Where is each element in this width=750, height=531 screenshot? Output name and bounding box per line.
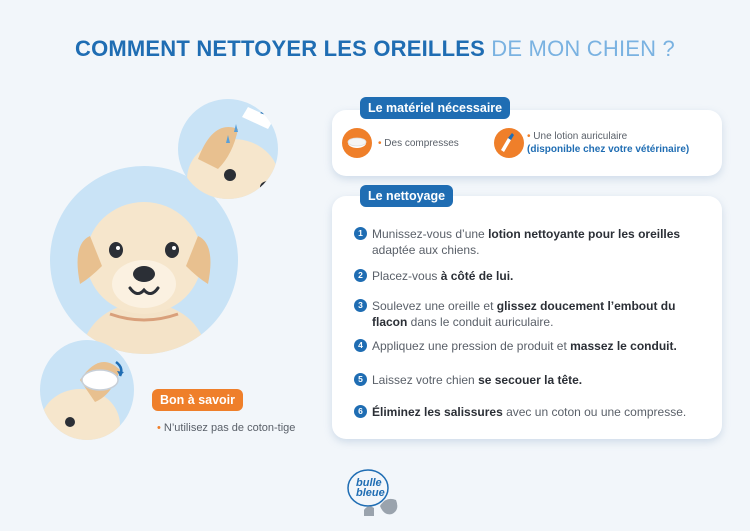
nettoyage-step — [354, 226, 714, 258]
step-text-bold: glissez doucement l’embout du flacon — [372, 299, 676, 329]
step-text — [372, 404, 714, 420]
step-text-part: avec un coton ou une compresse. — [502, 405, 687, 419]
materiel-heading: Le matériel nécessaire — [360, 97, 510, 119]
step-number-badge: 2 — [354, 269, 367, 282]
bon-a-savoir-text: N’utilisez pas de coton-tige — [163, 422, 296, 434]
step-number-badge: 3 — [354, 299, 367, 312]
nettoyage-heading: Le nettoyage — [360, 185, 453, 207]
materiel-item-note: (disponible chez votre vétérinaire) — [527, 144, 690, 155]
step-text-part: Placez-vous — [372, 269, 441, 283]
step-text-part: dans le conduit auriculaire. — [407, 315, 554, 329]
step-text-part: adaptée aux chiens. — [372, 243, 480, 257]
bullet: • — [157, 422, 161, 434]
step-number-badge: 5 — [354, 373, 367, 386]
dog-ear-drops-icon — [178, 99, 278, 199]
step-number-badge: 4 — [354, 339, 367, 352]
logo-line2: bleue — [356, 487, 385, 499]
bullet: • — [527, 131, 531, 142]
nettoyage-step — [354, 298, 714, 330]
step-text-bold: à côté de lui. — [440, 269, 514, 283]
dog-ear-cleaning-illustration — [40, 340, 134, 440]
step-text — [372, 372, 714, 388]
logo-line1: bulle — [356, 477, 382, 489]
step-text-bold: massez le conduit. — [570, 339, 677, 353]
page-title — [0, 36, 750, 62]
nettoyage-step — [354, 338, 714, 354]
step-text-part: Soulevez une oreille et — [372, 299, 497, 313]
step-text — [372, 268, 714, 284]
step-number-badge: 6 — [354, 405, 367, 418]
bulle-bleue-logo — [346, 466, 406, 518]
step-text-part: Munissez-vous d’une — [372, 227, 489, 241]
materiel-item-compresses — [378, 137, 459, 150]
bon-a-savoir-heading: Bon à savoir — [152, 389, 243, 411]
materiel-item-text: Des compresses — [384, 138, 459, 149]
step-text-part: Appliquez une pression de produit et — [372, 339, 571, 353]
step-text-bold: lotion nettoyante pour les oreilles — [488, 227, 681, 241]
step-number-badge: 1 — [354, 227, 367, 240]
bon-a-savoir-tip — [157, 422, 295, 434]
title-light: DE MON CHIEN ? — [491, 36, 675, 61]
lotion-bottle-icon — [494, 128, 524, 158]
step-text-bold: Éliminez les salissures — [372, 405, 503, 419]
nettoyage-step — [354, 372, 714, 388]
step-text-bold: se secouer la tête. — [478, 373, 583, 387]
compress-icon — [342, 128, 372, 158]
step-text — [372, 298, 714, 330]
title-bold: COMMENT NETTOYER LES OREILLES — [74, 36, 485, 61]
materiel-item-lotion — [527, 130, 689, 156]
materiel-item-text: Une lotion auriculaire — [533, 131, 628, 142]
step-text-part: Laissez votre chien — [372, 373, 479, 387]
nettoyage-step — [354, 404, 714, 420]
dog-ear-drops-illustration — [178, 99, 278, 199]
bullet: • — [378, 138, 382, 149]
step-text — [372, 338, 714, 354]
step-text — [372, 226, 714, 258]
nettoyage-step — [354, 268, 714, 284]
dog-ear-cleaning-icon — [40, 340, 134, 440]
